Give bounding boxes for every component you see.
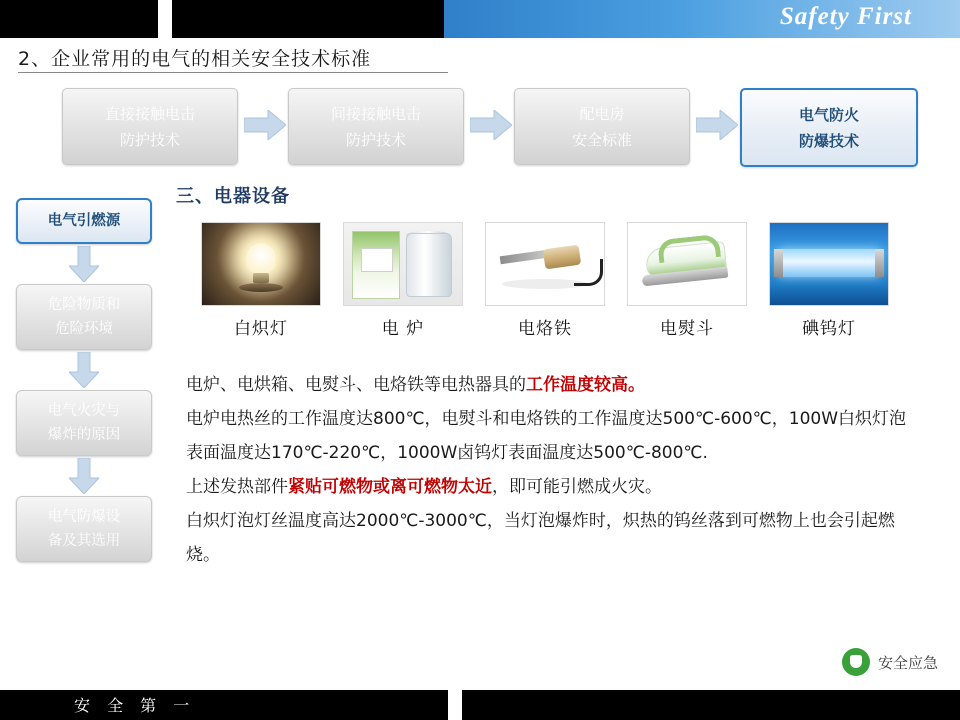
paragraph-3-highlight: 紧贴可燃物或离可燃物太近	[288, 477, 492, 497]
flow-box-line2: 防护技术	[345, 130, 406, 149]
arrow-down-icon-2	[16, 350, 152, 390]
left-flow-line1: 危险物质和	[47, 297, 121, 313]
section2-title: 2、企业常用的电气的相关安全技术标准	[18, 48, 372, 70]
arrow-down-icon-3	[16, 456, 152, 496]
flow-box-line2: 防爆技术	[798, 131, 859, 150]
flow-box-direct-contact[interactable]	[62, 88, 238, 165]
page-footer	[0, 690, 960, 720]
clothes-iron-icon	[627, 222, 747, 306]
section2-underline	[18, 72, 448, 73]
left-flow-item-fire-causes[interactable]	[16, 390, 152, 456]
flow-box-line1: 配电房	[579, 104, 625, 123]
gallery-item-soldering-iron	[484, 222, 606, 339]
left-flow-line2: 备及其选用	[47, 533, 121, 549]
left-flow-line1: 电气防爆设	[47, 509, 121, 525]
gallery-item-label: 电烙铁	[518, 319, 572, 339]
footer-black-block-left	[0, 690, 448, 720]
header-black-block-mid	[172, 0, 444, 38]
flow-box-line1: 间接接触电击	[330, 104, 421, 123]
incandescent-lamp-icon	[201, 222, 321, 306]
flow-box-line1: 电气防火	[798, 105, 859, 124]
watermark-text: 安全应急	[877, 653, 938, 672]
gallery-item-incandescent-lamp	[200, 222, 322, 339]
gallery-item-electric-stove	[342, 222, 464, 339]
section3-title: 三、电器设备	[176, 186, 290, 207]
paragraph-3	[186, 470, 906, 504]
electric-stove-icon	[343, 222, 463, 306]
footer-text: 安 全 第 一	[74, 696, 196, 715]
footer-black-block-right	[462, 690, 960, 720]
gallery-item-label: 电 炉	[381, 319, 425, 339]
standards-flow-diagram	[62, 88, 892, 166]
paragraph-1-part-1: 电炉、电烘箱、电熨斗、电烙铁等电热器具的	[186, 375, 526, 395]
gallery-item-label: 白炽灯	[234, 319, 288, 339]
soldering-iron-icon	[485, 222, 605, 306]
left-vertical-flow	[16, 198, 156, 562]
body-text	[186, 368, 906, 572]
flow-box-line2: 防护技术	[119, 130, 180, 149]
paragraph-1	[186, 368, 906, 402]
arrow-right-icon-1	[244, 110, 286, 140]
paragraph-3-part-3: ，即可能引燃成火灾。	[492, 477, 662, 497]
gallery-item-iodine-tungsten-lamp	[768, 222, 890, 339]
left-flow-line1: 电气火灾与	[47, 403, 121, 419]
flow-box-fire-explosion-protection[interactable]	[740, 88, 918, 167]
left-flow-line1: 电气引燃源	[47, 213, 121, 229]
left-flow-item-hazardous-materials[interactable]	[16, 284, 152, 350]
gallery-item-clothes-iron	[626, 222, 748, 339]
left-flow-line2: 危险环境	[55, 321, 113, 337]
device-gallery	[200, 222, 890, 339]
flow-box-line2: 安全标准	[571, 130, 632, 149]
arrow-right-icon-2	[470, 110, 512, 140]
left-flow-item-explosion-proof-equipment[interactable]	[16, 496, 152, 562]
flow-box-distribution-room[interactable]	[514, 88, 690, 165]
paragraph-2: 电炉电热丝的工作温度达800℃，电熨斗和电烙铁的工作温度达500℃-600℃，100W白炽灯泡表面温度达170℃-220℃，1000W卤钨灯表面温度达500℃-800℃.	[186, 409, 907, 463]
arrow-down-icon-1	[16, 244, 152, 284]
flow-box-indirect-contact[interactable]	[288, 88, 464, 165]
left-flow-item-ignition-source[interactable]	[16, 198, 152, 244]
header-title: Safety First	[779, 3, 912, 30]
header-black-block-left	[0, 0, 158, 38]
arrow-right-icon-3	[696, 110, 738, 140]
left-flow-line2: 爆炸的原因	[47, 427, 121, 443]
page-header	[0, 0, 960, 38]
paragraph-3-part-1: 上述发热部件	[186, 477, 288, 497]
paragraph-4: 白炽灯泡灯丝温度高达2000℃-3000℃，当灯泡爆炸时，炽热的钨丝落到可燃物上也会引起燃烧。	[186, 511, 895, 565]
watermark	[842, 648, 938, 676]
gallery-item-label: 电熨斗	[660, 319, 714, 339]
shield-leaf-icon	[842, 648, 870, 676]
paragraph-1-highlight: 工作温度较高。	[526, 375, 645, 395]
flow-box-line1: 直接接触电击	[104, 104, 195, 123]
iodine-tungsten-lamp-icon	[769, 222, 889, 306]
gallery-item-label: 碘钨灯	[802, 319, 856, 339]
